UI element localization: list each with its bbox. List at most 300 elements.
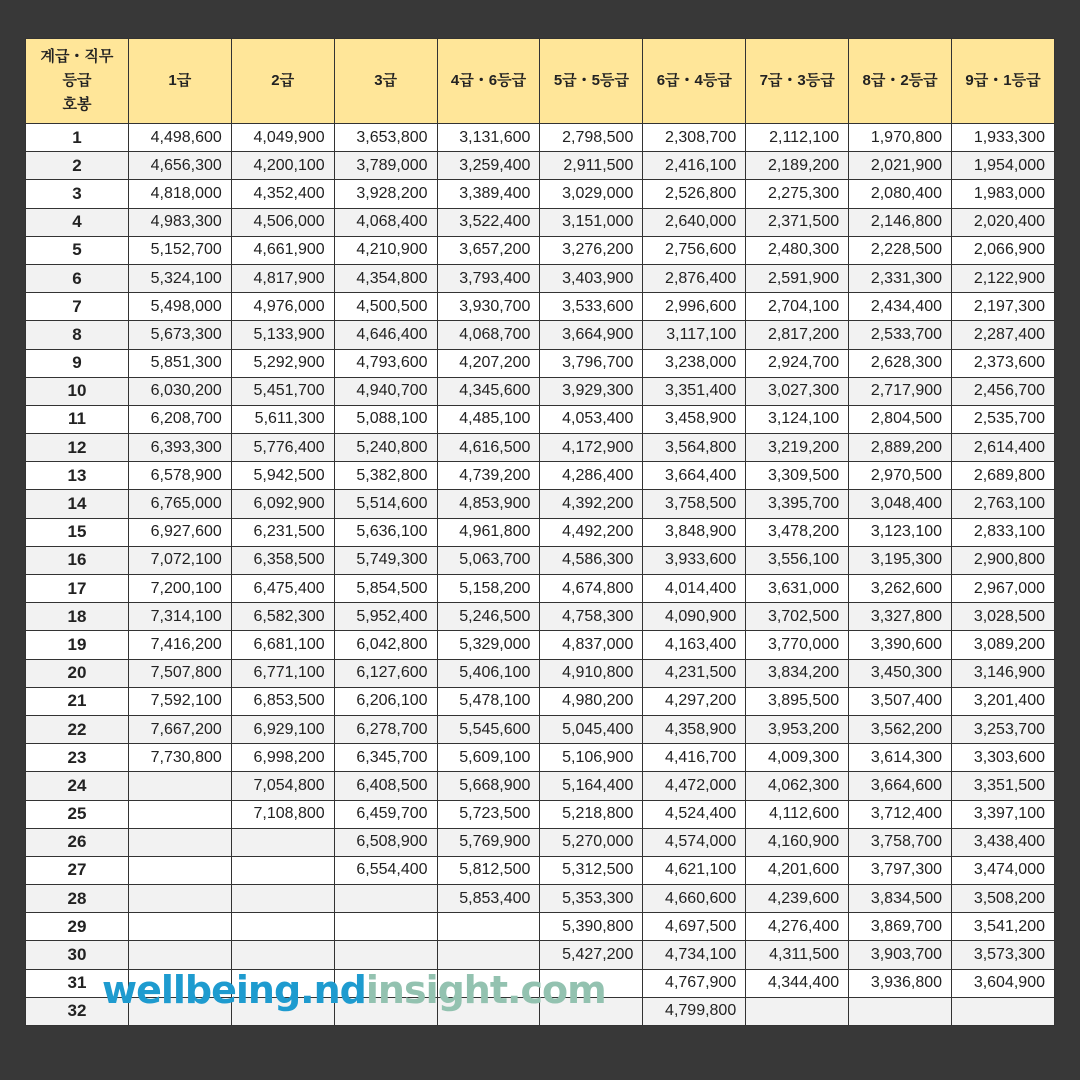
salary-cell: 3,131,600 [437, 124, 540, 152]
salary-cell: 6,206,100 [334, 687, 437, 715]
hobong-cell: 9 [26, 349, 129, 377]
salary-cell: 5,088,100 [334, 405, 437, 433]
salary-cell: 4,498,600 [128, 124, 231, 152]
salary-cell: 3,848,900 [643, 518, 746, 546]
column-header: 7급・3등급 [746, 39, 849, 124]
hobong-cell: 22 [26, 715, 129, 743]
hobong-cell: 25 [26, 800, 129, 828]
salary-cell: 3,507,400 [849, 687, 952, 715]
salary-cell: 5,498,000 [128, 293, 231, 321]
salary-cell: 5,451,700 [231, 377, 334, 405]
salary-cell: 4,739,200 [437, 462, 540, 490]
salary-cell: 6,278,700 [334, 715, 437, 743]
salary-cell: 6,765,000 [128, 490, 231, 518]
salary-cell: 5,723,500 [437, 800, 540, 828]
table-row [26, 236, 1055, 264]
salary-cell: 2,833,100 [952, 518, 1055, 546]
salary-cell: 7,108,800 [231, 800, 334, 828]
salary-cell [231, 885, 334, 913]
salary-cell: 2,416,100 [643, 152, 746, 180]
salary-cell: 4,200,100 [231, 152, 334, 180]
salary-cell: 3,903,700 [849, 941, 952, 969]
salary-cell: 4,472,000 [643, 772, 746, 800]
salary-cell: 3,478,200 [746, 518, 849, 546]
hobong-cell: 13 [26, 462, 129, 490]
column-header: 6급・4등급 [643, 39, 746, 124]
salary-cell: 4,983,300 [128, 208, 231, 236]
salary-cell: 4,352,400 [231, 180, 334, 208]
salary-cell: 2,911,500 [540, 152, 643, 180]
salary-cell: 4,049,900 [231, 124, 334, 152]
salary-cell: 6,582,300 [231, 603, 334, 631]
salary-cell: 2,434,400 [849, 293, 952, 321]
salary-cell: 4,492,200 [540, 518, 643, 546]
salary-cell: 6,508,900 [334, 828, 437, 856]
salary-cell: 3,397,100 [952, 800, 1055, 828]
salary-cell: 4,485,100 [437, 405, 540, 433]
salary-cell: 3,834,500 [849, 885, 952, 913]
hobong-cell: 21 [26, 687, 129, 715]
salary-cell: 3,564,800 [643, 434, 746, 462]
salary-cell: 4,961,800 [437, 518, 540, 546]
salary-cell: 2,373,600 [952, 349, 1055, 377]
hobong-cell: 30 [26, 941, 129, 969]
salary-cell: 5,406,100 [437, 659, 540, 687]
salary-cell: 2,020,400 [952, 208, 1055, 236]
salary-cell: 6,554,400 [334, 856, 437, 884]
salary-cell: 2,924,700 [746, 349, 849, 377]
salary-cell: 2,275,300 [746, 180, 849, 208]
salary-cell [437, 941, 540, 969]
salary-cell: 4,201,600 [746, 856, 849, 884]
watermark-part2: insight.com [365, 968, 606, 1012]
salary-cell: 5,673,300 [128, 321, 231, 349]
salary-cell: 6,408,500 [334, 772, 437, 800]
hobong-cell: 8 [26, 321, 129, 349]
table-row [26, 575, 1055, 603]
table-row [26, 293, 1055, 321]
table-row [26, 434, 1055, 462]
table-row [26, 800, 1055, 828]
column-header: 3급 [334, 39, 437, 124]
salary-cell: 7,416,200 [128, 631, 231, 659]
salary-cell: 3,438,400 [952, 828, 1055, 856]
salary-cell: 3,953,200 [746, 715, 849, 743]
corner-header-line: 등급 [62, 72, 92, 89]
salary-cell: 3,389,400 [437, 180, 540, 208]
corner-header [26, 39, 129, 124]
salary-cell: 4,837,000 [540, 631, 643, 659]
hobong-cell: 31 [26, 969, 129, 997]
salary-cell [231, 856, 334, 884]
salary-cell: 4,799,800 [643, 997, 746, 1025]
salary-cell [231, 941, 334, 969]
salary-cell: 5,812,500 [437, 856, 540, 884]
salary-cell: 3,351,500 [952, 772, 1055, 800]
salary-cell [128, 913, 231, 941]
salary-cell [334, 885, 437, 913]
salary-cell [231, 913, 334, 941]
salary-cell: 5,246,500 [437, 603, 540, 631]
salary-cell [128, 941, 231, 969]
table-row [26, 208, 1055, 236]
hobong-cell: 19 [26, 631, 129, 659]
salary-cell: 3,604,900 [952, 969, 1055, 997]
salary-cell [746, 997, 849, 1025]
salary-cell: 3,869,700 [849, 913, 952, 941]
salary-cell: 3,309,500 [746, 462, 849, 490]
salary-cell: 4,276,400 [746, 913, 849, 941]
salary-cell: 4,793,600 [334, 349, 437, 377]
salary-cell: 3,327,800 [849, 603, 952, 631]
table-row [26, 349, 1055, 377]
salary-cell: 3,219,200 [746, 434, 849, 462]
salary-cell: 5,270,000 [540, 828, 643, 856]
table-row [26, 828, 1055, 856]
salary-cell: 5,609,100 [437, 744, 540, 772]
table-row [26, 659, 1055, 687]
hobong-cell: 3 [26, 180, 129, 208]
salary-cell: 4,358,900 [643, 715, 746, 743]
salary-cell: 3,276,200 [540, 236, 643, 264]
salary-cell: 3,117,100 [643, 321, 746, 349]
salary-cell: 5,514,600 [334, 490, 437, 518]
salary-cell: 6,459,700 [334, 800, 437, 828]
salary-cell: 5,854,500 [334, 575, 437, 603]
salary-cell: 4,524,400 [643, 800, 746, 828]
hobong-cell: 7 [26, 293, 129, 321]
salary-cell: 2,689,800 [952, 462, 1055, 490]
salary-cell: 4,297,200 [643, 687, 746, 715]
salary-cell: 3,928,200 [334, 180, 437, 208]
salary-cell: 6,030,200 [128, 377, 231, 405]
hobong-cell: 11 [26, 405, 129, 433]
salary-cell: 5,545,600 [437, 715, 540, 743]
salary-cell: 4,758,300 [540, 603, 643, 631]
salary-cell: 3,702,500 [746, 603, 849, 631]
hobong-cell: 2 [26, 152, 129, 180]
salary-cell: 2,526,800 [643, 180, 746, 208]
salary-cell: 4,506,000 [231, 208, 334, 236]
salary-cell: 4,068,400 [334, 208, 437, 236]
salary-cell: 3,458,900 [643, 405, 746, 433]
salary-cell: 2,287,400 [952, 321, 1055, 349]
column-header: 4급・6등급 [437, 39, 540, 124]
salary-cell: 5,152,700 [128, 236, 231, 264]
table-row [26, 744, 1055, 772]
salary-cell: 2,080,400 [849, 180, 952, 208]
salary-cell: 5,106,900 [540, 744, 643, 772]
salary-cell: 4,009,300 [746, 744, 849, 772]
table-row [26, 152, 1055, 180]
salary-cell: 2,066,900 [952, 236, 1055, 264]
salary-cell: 2,817,200 [746, 321, 849, 349]
salary-cell: 6,042,800 [334, 631, 437, 659]
salary-cell: 4,090,900 [643, 603, 746, 631]
table-row [26, 321, 1055, 349]
hobong-cell: 23 [26, 744, 129, 772]
salary-cell: 5,942,500 [231, 462, 334, 490]
salary-cell: 3,450,300 [849, 659, 952, 687]
salary-cell: 2,591,900 [746, 264, 849, 292]
salary-cell: 2,197,300 [952, 293, 1055, 321]
salary-cell: 2,889,200 [849, 434, 952, 462]
salary-cell: 3,390,600 [849, 631, 952, 659]
column-header: 1급 [128, 39, 231, 124]
salary-cell: 5,329,000 [437, 631, 540, 659]
salary-cell: 3,657,200 [437, 236, 540, 264]
hobong-cell: 16 [26, 546, 129, 574]
salary-cell [231, 828, 334, 856]
salary-cell: 3,029,000 [540, 180, 643, 208]
hobong-cell: 4 [26, 208, 129, 236]
salary-cell: 6,578,900 [128, 462, 231, 490]
hobong-cell: 17 [26, 575, 129, 603]
salary-cell: 5,218,800 [540, 800, 643, 828]
salary-cell: 5,382,800 [334, 462, 437, 490]
salary-cell: 4,112,600 [746, 800, 849, 828]
salary-cell: 7,072,100 [128, 546, 231, 574]
salary-cell: 3,474,000 [952, 856, 1055, 884]
salary-cell: 5,240,800 [334, 434, 437, 462]
column-header: 9급・1등급 [952, 39, 1055, 124]
salary-cell: 3,395,700 [746, 490, 849, 518]
hobong-cell: 27 [26, 856, 129, 884]
hobong-cell: 32 [26, 997, 129, 1025]
table-row [26, 885, 1055, 913]
hobong-cell: 20 [26, 659, 129, 687]
hobong-cell: 15 [26, 518, 129, 546]
hobong-cell: 26 [26, 828, 129, 856]
table-row [26, 941, 1055, 969]
salary-cell: 7,314,100 [128, 603, 231, 631]
salary-cell [437, 913, 540, 941]
salary-cell: 4,231,500 [643, 659, 746, 687]
hobong-cell: 29 [26, 913, 129, 941]
salary-cell: 6,927,600 [128, 518, 231, 546]
salary-cell: 2,371,500 [746, 208, 849, 236]
salary-cell: 3,933,600 [643, 546, 746, 574]
salary-cell: 4,586,300 [540, 546, 643, 574]
salary-cell: 2,763,100 [952, 490, 1055, 518]
salary-cell: 3,936,800 [849, 969, 952, 997]
table-row [26, 264, 1055, 292]
salary-cell: 2,717,900 [849, 377, 952, 405]
salary-cell: 3,664,400 [643, 462, 746, 490]
salary-cell: 5,045,400 [540, 715, 643, 743]
salary-cell: 6,681,100 [231, 631, 334, 659]
salary-cell: 4,674,800 [540, 575, 643, 603]
salary-cell: 3,562,200 [849, 715, 952, 743]
table-row [26, 856, 1055, 884]
salary-cell: 3,789,000 [334, 152, 437, 180]
salary-cell: 3,793,400 [437, 264, 540, 292]
salary-cell: 3,027,300 [746, 377, 849, 405]
salary-cell: 4,646,400 [334, 321, 437, 349]
salary-cell: 2,480,300 [746, 236, 849, 264]
salary-cell: 3,664,600 [849, 772, 952, 800]
salary-cell: 2,704,100 [746, 293, 849, 321]
salary-cell: 2,331,300 [849, 264, 952, 292]
salary-cell: 3,089,200 [952, 631, 1055, 659]
salary-cell: 7,507,800 [128, 659, 231, 687]
salary-cell: 3,797,300 [849, 856, 952, 884]
salary-cell: 2,640,000 [643, 208, 746, 236]
salary-cell: 3,930,700 [437, 293, 540, 321]
salary-cell: 3,151,000 [540, 208, 643, 236]
hobong-cell: 10 [26, 377, 129, 405]
salary-cell: 5,158,200 [437, 575, 540, 603]
salary-cell: 2,122,900 [952, 264, 1055, 292]
salary-cell: 2,900,800 [952, 546, 1055, 574]
salary-cell: 7,054,800 [231, 772, 334, 800]
salary-cell: 3,664,900 [540, 321, 643, 349]
salary-cell: 4,767,900 [643, 969, 746, 997]
salary-cell: 4,345,600 [437, 377, 540, 405]
salary-cell: 2,021,900 [849, 152, 952, 180]
salary-cell: 2,146,800 [849, 208, 952, 236]
salary-cell: 2,996,600 [643, 293, 746, 321]
salary-cell: 4,818,000 [128, 180, 231, 208]
salary-cell: 4,734,100 [643, 941, 746, 969]
hobong-cell: 24 [26, 772, 129, 800]
salary-cell: 2,804,500 [849, 405, 952, 433]
table-row [26, 603, 1055, 631]
salary-cell: 4,910,800 [540, 659, 643, 687]
salary-cell: 4,621,100 [643, 856, 746, 884]
salary-cell: 3,573,300 [952, 941, 1055, 969]
salary-cell: 4,207,200 [437, 349, 540, 377]
salary-cell: 6,231,500 [231, 518, 334, 546]
salary-cell: 4,210,900 [334, 236, 437, 264]
salary-cell: 4,853,900 [437, 490, 540, 518]
salary-cell: 2,628,300 [849, 349, 952, 377]
salary-cell: 3,770,000 [746, 631, 849, 659]
salary-cell [334, 913, 437, 941]
salary-cell: 4,239,600 [746, 885, 849, 913]
salary-cell: 1,933,300 [952, 124, 1055, 152]
salary-cell: 2,967,000 [952, 575, 1055, 603]
salary-cell: 3,758,500 [643, 490, 746, 518]
salary-cell [128, 772, 231, 800]
salary-cell: 6,345,700 [334, 744, 437, 772]
header-row [26, 39, 1055, 124]
corner-header-line: 계급・직무 [40, 48, 114, 65]
salary-cell: 3,253,700 [952, 715, 1055, 743]
salary-cell: 2,970,500 [849, 462, 952, 490]
salary-cell: 5,769,900 [437, 828, 540, 856]
table-row [26, 405, 1055, 433]
salary-cell: 5,636,100 [334, 518, 437, 546]
salary-cell: 3,124,100 [746, 405, 849, 433]
salary-cell: 6,771,100 [231, 659, 334, 687]
salary-cell: 7,667,200 [128, 715, 231, 743]
salary-cell: 4,062,300 [746, 772, 849, 800]
salary-cell: 4,354,800 [334, 264, 437, 292]
salary-cell: 5,611,300 [231, 405, 334, 433]
salary-cell: 3,541,200 [952, 913, 1055, 941]
salary-cell: 4,500,500 [334, 293, 437, 321]
watermark [102, 968, 606, 1012]
salary-cell: 3,146,900 [952, 659, 1055, 687]
salary-cell: 1,983,000 [952, 180, 1055, 208]
salary-cell: 4,286,400 [540, 462, 643, 490]
salary-cell: 4,574,000 [643, 828, 746, 856]
salary-cell: 3,712,400 [849, 800, 952, 828]
table-row [26, 687, 1055, 715]
salary-cell: 3,259,400 [437, 152, 540, 180]
salary-cell: 3,195,300 [849, 546, 952, 574]
salary-cell: 3,238,000 [643, 349, 746, 377]
salary-cell: 4,311,500 [746, 941, 849, 969]
salary-cell [128, 828, 231, 856]
salary-cell [849, 997, 952, 1025]
salary-cell: 3,796,700 [540, 349, 643, 377]
table-row [26, 715, 1055, 743]
salary-cell: 4,660,600 [643, 885, 746, 913]
salary-cell [952, 997, 1055, 1025]
salary-cell: 5,668,900 [437, 772, 540, 800]
salary-cell: 4,053,400 [540, 405, 643, 433]
column-header: 2급 [231, 39, 334, 124]
salary-cell: 6,208,700 [128, 405, 231, 433]
salary-cell: 5,749,300 [334, 546, 437, 574]
salary-cell: 4,344,400 [746, 969, 849, 997]
salary-cell: 6,929,100 [231, 715, 334, 743]
salary-cell: 2,308,700 [643, 124, 746, 152]
salary-cell: 3,556,100 [746, 546, 849, 574]
salary-cell: 4,163,400 [643, 631, 746, 659]
salary-cell [128, 885, 231, 913]
salary-cell: 4,392,200 [540, 490, 643, 518]
salary-cell: 3,653,800 [334, 124, 437, 152]
salary-cell: 4,940,700 [334, 377, 437, 405]
hobong-cell: 6 [26, 264, 129, 292]
salary-cell: 5,390,800 [540, 913, 643, 941]
salary-cell [128, 800, 231, 828]
salary-cell: 3,614,300 [849, 744, 952, 772]
salary-cell: 4,616,500 [437, 434, 540, 462]
salary-cell: 5,292,900 [231, 349, 334, 377]
salary-cell: 4,656,300 [128, 152, 231, 180]
table-row [26, 490, 1055, 518]
hobong-cell: 1 [26, 124, 129, 152]
salary-cell: 2,798,500 [540, 124, 643, 152]
salary-cell: 2,876,400 [643, 264, 746, 292]
salary-cell: 5,324,100 [128, 264, 231, 292]
salary-cell: 2,533,700 [849, 321, 952, 349]
salary-cell: 5,312,500 [540, 856, 643, 884]
salary-cell: 4,976,000 [231, 293, 334, 321]
salary-cell: 5,776,400 [231, 434, 334, 462]
salary-cell: 7,592,100 [128, 687, 231, 715]
salary-cell: 3,201,400 [952, 687, 1055, 715]
salary-cell: 6,998,200 [231, 744, 334, 772]
salary-cell: 3,895,500 [746, 687, 849, 715]
salary-cell: 5,952,400 [334, 603, 437, 631]
table-row [26, 518, 1055, 546]
table-row [26, 180, 1055, 208]
salary-cell: 1,954,000 [952, 152, 1055, 180]
salary-cell: 3,303,600 [952, 744, 1055, 772]
salary-cell [334, 941, 437, 969]
salary-cell: 6,853,500 [231, 687, 334, 715]
salary-cell: 4,014,400 [643, 575, 746, 603]
salary-cell: 6,127,600 [334, 659, 437, 687]
salary-cell: 2,756,600 [643, 236, 746, 264]
hobong-cell: 14 [26, 490, 129, 518]
salary-cell: 6,358,500 [231, 546, 334, 574]
